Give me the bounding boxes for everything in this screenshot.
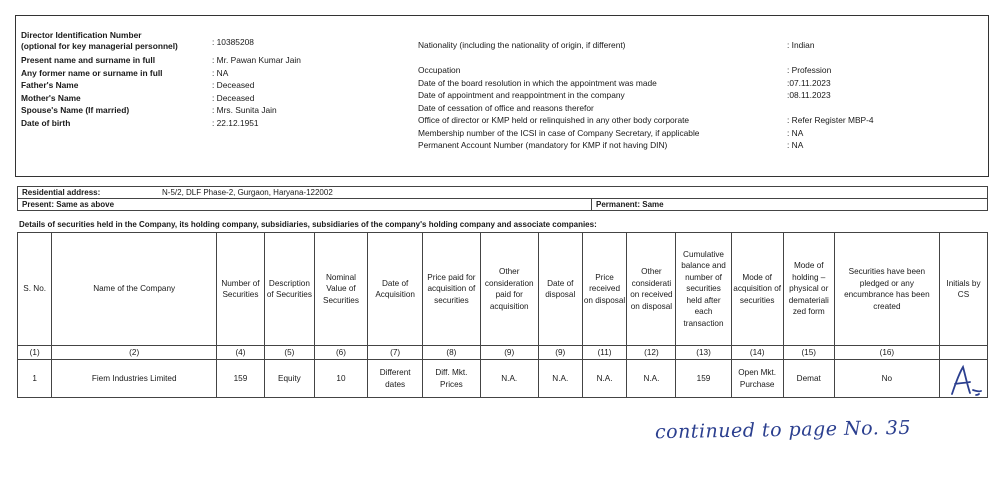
column-number: (12)	[627, 346, 676, 360]
column-header: Other consideration paid for acquisition	[480, 233, 538, 346]
personal-label: Father's Name	[21, 80, 79, 90]
table-cell: Equity	[264, 360, 314, 398]
column-header: Initials by CS	[939, 233, 987, 346]
residential-label: Residential address:	[22, 188, 101, 197]
column-number-row	[18, 346, 988, 360]
personal-values-right	[787, 39, 977, 152]
table-cell: Fiem Industries Limited	[52, 360, 217, 398]
personal-right-value: :08.11.2023	[787, 90, 831, 100]
column-header: S. No.	[18, 233, 52, 346]
personal-right-label: Date of the board resolution in which the appointment was made	[418, 77, 657, 88]
personal-right-label: Date of cessation of office and reasons therefor	[418, 102, 594, 113]
column-header: Mode of acquisition of securities	[731, 233, 783, 346]
personal-labels-left	[21, 28, 211, 129]
column-header: Price received on disposal	[582, 233, 627, 346]
handwritten-continuation-note: continued to page No. 35	[654, 416, 912, 444]
table-cell: N.A.	[538, 360, 582, 398]
table-cell: 159	[216, 360, 264, 398]
permanent-address: Permanent: Same	[592, 199, 988, 211]
table-cell: N.A.	[627, 360, 676, 398]
personal-right-label: Occupation	[418, 65, 461, 75]
personal-details-box	[15, 15, 989, 177]
cs-initials-signature	[946, 364, 984, 398]
column-header: Mode of holding – physical or demateriali zed form	[783, 233, 834, 346]
column-number: (15)	[783, 346, 834, 360]
personal-values-left	[212, 28, 412, 129]
personal-label: Date of birth	[21, 117, 71, 128]
column-header: Other considerati on received on disposal	[627, 233, 676, 346]
personal-right-label: Membership number of the ICSI in case of Company Secretary, if applicable	[418, 127, 700, 138]
residential-row	[18, 187, 988, 199]
column-number: (7)	[368, 346, 423, 360]
column-header: Cumulative balance and number of securities held after each transaction	[676, 233, 731, 346]
personal-label: Spouse's Name (If married)	[21, 105, 130, 115]
table-cell: Different dates	[368, 360, 423, 398]
securities-table	[17, 232, 988, 398]
personal-value: : 22.12.1951	[212, 117, 259, 128]
personal-right-label: Permanent Account Number (mandatory for KMP if not having DIN)	[418, 140, 668, 150]
column-header: Securities have been pledged or any encumbrance has been created	[834, 233, 939, 346]
personal-labels-right	[418, 39, 798, 152]
residential-value: N-5/2, DLF Phase-2, Gurgaon, Haryana-122002	[162, 188, 333, 197]
personal-right-value: : Refer Register MBP-4	[787, 115, 874, 125]
column-number: (4)	[216, 346, 264, 360]
table-cell: 159	[676, 360, 731, 398]
column-header: Date of Acquisition	[368, 233, 423, 346]
personal-right-value: : NA	[787, 127, 804, 138]
present-address: Present: Same as above	[18, 199, 592, 211]
residential-address	[18, 187, 988, 199]
table-cell: 1	[18, 360, 52, 398]
personal-value: : Mrs. Sunita Jain	[212, 105, 277, 115]
personal-right-value: :07.11.2023	[787, 77, 831, 88]
personal-label: Director Identification Number (optional for key managerial personnel)	[21, 30, 178, 51]
table-cell: 10	[314, 360, 367, 398]
personal-label: Present name and surname in full	[21, 55, 156, 65]
personal-value: : NA	[212, 67, 229, 78]
column-number: (6)	[314, 346, 367, 360]
table-cell: N.A.	[582, 360, 627, 398]
personal-value: : Deceased	[212, 92, 255, 103]
personal-right-label	[418, 52, 798, 65]
column-header: Nominal Value of Securities	[314, 233, 367, 346]
column-number: (1)	[18, 346, 52, 360]
table-cell: Diff. Mkt. Prices	[423, 360, 480, 398]
address-table	[17, 186, 988, 211]
column-number	[939, 346, 987, 360]
column-header: Date of disposal	[538, 233, 582, 346]
column-number: (9)	[538, 346, 582, 360]
column-number: (11)	[582, 346, 627, 360]
column-number: (8)	[423, 346, 480, 360]
column-number: (14)	[731, 346, 783, 360]
column-header: Price paid for acquisition of securities	[423, 233, 480, 346]
table-row	[18, 360, 988, 398]
column-number: (5)	[264, 346, 314, 360]
personal-right-value: : Profession	[787, 65, 832, 75]
table-cell: Demat	[783, 360, 834, 398]
personal-value: : Mr. Pawan Kumar Jain	[212, 55, 301, 65]
column-header: Description of Securities	[264, 233, 314, 346]
column-number: (13)	[676, 346, 731, 360]
personal-right-value	[787, 52, 977, 65]
personal-right-label: Office of director or KMP held or relinquished in any other body corporate	[418, 115, 690, 125]
personal-label: Mother's Name	[21, 92, 81, 103]
table-cell: No	[834, 360, 939, 398]
personal-right-value: : NA	[787, 140, 804, 150]
securities-header-row	[18, 233, 988, 346]
personal-right-value	[787, 102, 977, 115]
securities-section-title: Details of securities held in the Company, its holding company, subsidiaries, subsidiaries of the company's holding company and associate companies:	[19, 220, 597, 229]
personal-value: : Deceased	[212, 80, 255, 90]
personal-right-value: : Indian	[787, 40, 815, 50]
column-number: (16)	[834, 346, 939, 360]
column-header: Name of the Company	[52, 233, 217, 346]
personal-label: Any former name or surname in full	[21, 67, 163, 78]
table-cell: N.A.	[480, 360, 538, 398]
personal-right-label: Date of appointment and reappointment in the company	[418, 90, 625, 100]
column-number: (2)	[52, 346, 217, 360]
column-header: Number of Securities	[216, 233, 264, 346]
personal-right-label: Nationality (including the nationality of origin, if different)	[418, 40, 626, 50]
table-cell: Open Mkt. Purchase	[731, 360, 783, 398]
personal-value: : 10385208	[212, 37, 254, 47]
present-permanent-row	[18, 199, 988, 211]
column-number: (9)	[480, 346, 538, 360]
